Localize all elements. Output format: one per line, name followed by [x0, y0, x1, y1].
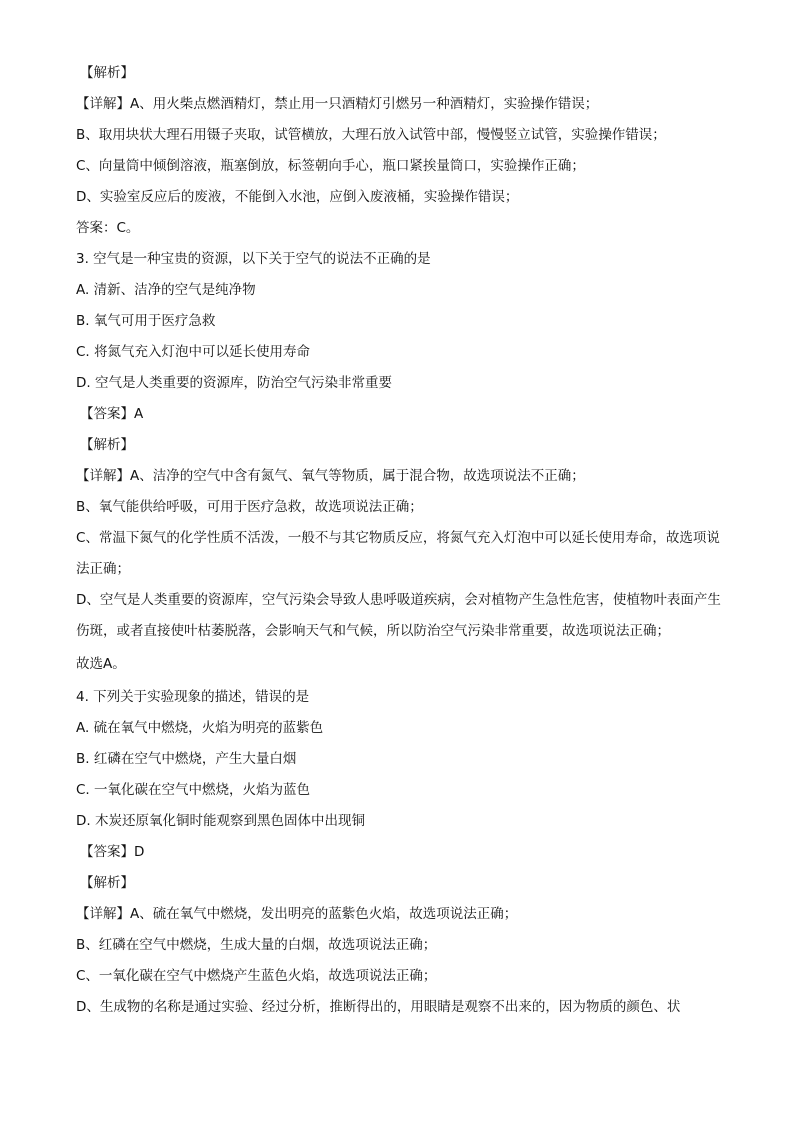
option-d: D. 空气是人类重要的资源库，防治空气污染非常重要	[76, 375, 392, 391]
option-c: C. 将氮气充入灯泡中可以延长使用寿命	[76, 344, 311, 360]
document-content	[76, 58, 722, 1023]
analysis-tag: 【解析】	[80, 437, 134, 453]
answer-line: 答案：C。	[76, 220, 140, 236]
detail-line: D、空气是人类重要的资源库，空气污染会导致人患呼吸道疾病，会对植物产生急性危害，使植物叶表面产生伤斑，或者直接使叶枯萎脱落，会影响天气和气候，所以防治空气污染非常重要，故选项说法正确；	[76, 592, 721, 639]
question-stem: 3. 空气是一种宝贵的资源，以下关于空气的说法不正确的是	[76, 251, 431, 267]
option-b: B. 氧气可用于医疗急救	[76, 313, 216, 329]
detail-line: 【详解】A、硫在氧气中燃烧，发出明亮的蓝紫色火焰，故选项说法正确；	[76, 906, 518, 922]
detail-line: B、红磷在空气中燃烧，生成大量的白烟，故选项说法正确；	[76, 937, 437, 953]
question-4	[76, 682, 722, 1023]
detail-line: D、实验室反应后的废液，不能倒入水池，应倒入废液桶，实验操作错误；	[76, 189, 519, 205]
detail-line: C、向量筒中倾倒溶液，瓶塞倒放，标签朝向手心，瓶口紧挨量筒口，实验操作正确；	[76, 158, 585, 174]
question-3	[76, 244, 722, 680]
detail-line: 【详解】A、用火柴点燃酒精灯，禁止用一只酒精灯引燃另一种酒精灯，实验操作错误；	[76, 96, 599, 112]
detail-line: B、氧气能供给呼吸，可用于医疗急救，故选项说法正确；	[76, 499, 423, 515]
detail-line: D、生成物的名称是通过实验、经过分析，推断得出的，用眼睛是观察不出来的，因为物质的颜色、状	[76, 999, 681, 1015]
option-a: A. 清新、洁净的空气是纯净物	[76, 282, 256, 298]
answer-tag: 【答案】A	[80, 406, 144, 422]
analysis-tag: 【解析】	[80, 875, 134, 891]
option-b: B. 红磷在空气中燃烧，产生大量白烟	[76, 751, 297, 767]
detail-line: C、一氧化碳在空气中燃烧产生蓝色火焰，故选项说法正确；	[76, 968, 437, 984]
detail-line: C、常温下氮气的化学性质不活泼，一般不与其它物质反应，将氮气充入灯泡中可以延长使用寿命，故选项说法正确；	[76, 530, 720, 577]
question-stem: 4. 下列关于实验现象的描述，错误的是	[76, 689, 310, 705]
option-a: A. 硫在氧气中燃烧，火焰为明亮的蓝紫色	[76, 720, 324, 736]
option-c: C. 一氧化碳在空气中燃烧，火焰为蓝色	[76, 782, 311, 798]
conclusion-line: 故选A。	[76, 656, 126, 672]
detail-line: 【详解】A、洁净的空气中含有氮气、氧气等物质，属于混合物，故选项说法不正确；	[76, 468, 585, 484]
answer-tag: 【答案】D	[80, 844, 145, 860]
option-d: D. 木炭还原氧化铜时能观察到黑色固体中出现铜	[76, 813, 365, 829]
detail-line: B、取用块状大理石用镊子夹取，试管横放，大理石放入试管中部，慢慢竖立试管，实验操作错误；	[76, 127, 666, 143]
analysis-tag: 【解析】	[80, 65, 134, 81]
